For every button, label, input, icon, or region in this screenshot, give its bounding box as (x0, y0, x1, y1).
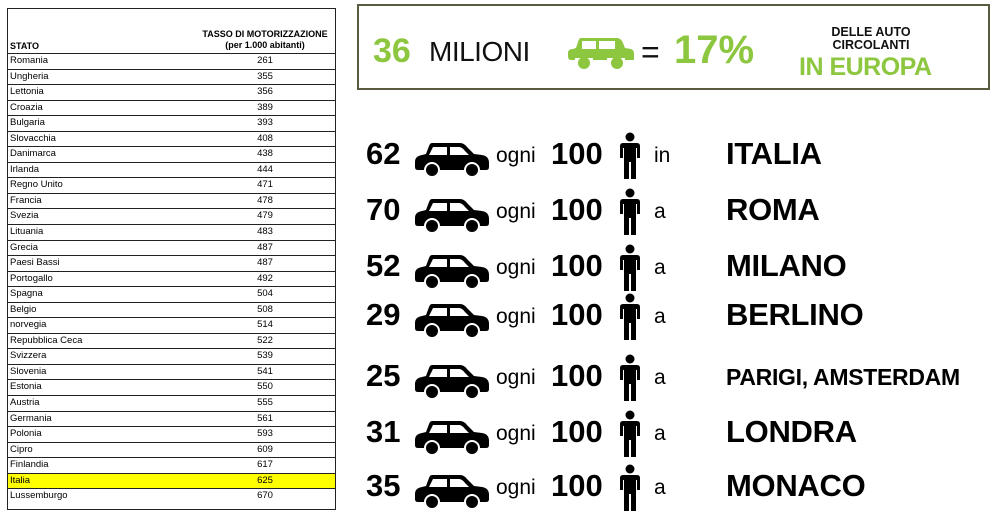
table-row-lussemburgo (8, 489, 335, 505)
cell-rate: 625 (257, 474, 273, 486)
banner-line3: IN EUROPA (799, 53, 932, 81)
cell-state: norvegia (10, 319, 47, 331)
cell-rate: 356 (257, 86, 273, 98)
header-rate (194, 29, 336, 51)
stat-row (366, 464, 986, 510)
people-count: 100 (551, 468, 603, 503)
place-name: BERLINO (726, 297, 864, 332)
cell-state: Lettonia (10, 86, 44, 98)
cell-state: Danimarca (10, 148, 56, 160)
people-count: 100 (551, 248, 603, 283)
cell-state: Slovacchia (10, 132, 56, 144)
table-row-repubblica-ceca (8, 334, 335, 350)
cell-rate: 561 (257, 412, 273, 424)
cell-rate: 492 (257, 272, 273, 284)
cell-rate: 541 (257, 365, 273, 377)
car-icon (414, 301, 490, 344)
banner-line1: DELLE AUTO (831, 25, 911, 39)
table-row-lituania (8, 225, 335, 241)
stat-row (366, 354, 986, 400)
place-name: PARIGI, AMSTERDAM (726, 364, 960, 390)
person-icon (619, 244, 641, 297)
car-count: 70 (366, 192, 401, 227)
car-count: 62 (366, 136, 401, 171)
cell-state: Svizzera (10, 350, 47, 362)
cell-state: Bulgaria (10, 117, 45, 129)
preposition: a (654, 366, 666, 389)
cell-state: Ungheria (10, 70, 49, 82)
cell-state: Repubblica Ceca (10, 334, 83, 346)
car-icon (414, 140, 490, 183)
table-body (8, 54, 335, 505)
table-row-romania (8, 54, 335, 70)
cell-state: Lituania (10, 226, 44, 238)
cell-state: Slovenia (10, 365, 47, 377)
cell-rate: 438 (257, 148, 273, 160)
europe-banner (357, 4, 990, 90)
table-row-norvegia (8, 318, 335, 334)
ogni-label: ogni (496, 476, 536, 499)
cell-rate: 504 (257, 288, 273, 300)
preposition: a (654, 476, 666, 499)
stat-row (366, 410, 986, 456)
person-icon (619, 354, 641, 407)
cell-state: Cipro (10, 443, 33, 455)
stat-row (366, 244, 986, 290)
cell-state: Romania (10, 55, 49, 66)
table-row-bulgaria (8, 116, 335, 132)
place-name: ROMA (726, 192, 820, 227)
people-count: 100 (551, 358, 603, 393)
cell-rate: 444 (257, 163, 273, 175)
preposition: a (654, 305, 666, 328)
table-row-croazia (8, 101, 335, 117)
cell-state: Irlanda (10, 163, 40, 175)
cell-rate: 487 (257, 257, 273, 269)
person-icon (619, 410, 641, 463)
person-icon (619, 464, 641, 517)
header-rate-line1: TASSO DI MOTORIZZAZIONE (202, 29, 328, 39)
place-name: MONACO (726, 468, 866, 503)
cell-rate: 261 (257, 55, 273, 66)
car-count: 29 (366, 297, 401, 332)
table-row-ungheria (8, 70, 335, 86)
people-count: 100 (551, 192, 603, 227)
place-name: LONDRA (726, 414, 857, 449)
cell-state: Austria (10, 397, 40, 409)
ogni-label: ogni (496, 305, 536, 328)
table-row-irlanda (8, 163, 335, 179)
car-icon (414, 418, 490, 461)
car-icon (414, 472, 490, 515)
table-row-belgio (8, 303, 335, 319)
car-count: 52 (366, 248, 401, 283)
cell-rate: 550 (257, 381, 273, 393)
table-row-germania (8, 412, 335, 428)
cell-state: Croazia (10, 101, 43, 113)
table-row-slovacchia (8, 132, 335, 148)
place-name: ITALIA (726, 136, 822, 171)
car-icon (567, 34, 635, 75)
header-rate-line2: (per 1.000 abitanti) (225, 40, 305, 50)
preposition: a (654, 200, 666, 223)
stat-row (366, 132, 986, 178)
people-count: 100 (551, 414, 603, 449)
table-row-austria (8, 396, 335, 412)
table-row-paesi-bassi (8, 256, 335, 272)
ogni-label: ogni (496, 200, 536, 223)
cell-rate: 389 (257, 101, 273, 113)
cell-rate: 539 (257, 350, 273, 362)
car-count: 25 (366, 358, 401, 393)
cell-state: Grecia (10, 241, 38, 253)
table-row-portogallo (8, 272, 335, 288)
cell-state: Paesi Bassi (10, 257, 60, 269)
cell-rate: 487 (257, 241, 273, 253)
ogni-label: ogni (496, 366, 536, 389)
ogni-label: ogni (496, 422, 536, 445)
header-state: STATO (10, 41, 39, 51)
cell-rate: 508 (257, 303, 273, 315)
cell-state: Regno Unito (10, 179, 63, 191)
table-row-regno-unito (8, 178, 335, 194)
cell-rate: 408 (257, 132, 273, 144)
person-icon (619, 132, 641, 185)
motorization-table (7, 8, 336, 510)
cell-rate: 471 (257, 179, 273, 191)
cell-rate: 355 (257, 70, 273, 82)
cell-rate: 514 (257, 319, 273, 331)
table-row-lettonia (8, 85, 335, 101)
cell-rate: 479 (257, 210, 273, 222)
table-row-svezia (8, 209, 335, 225)
people-count: 100 (551, 136, 603, 171)
cell-state: Italia (10, 474, 31, 486)
cell-state: Belgio (10, 303, 37, 315)
car-icon (414, 252, 490, 295)
table-row-spagna (8, 287, 335, 303)
stat-row (366, 293, 986, 339)
table-row-polonia (8, 427, 335, 443)
table-row-cipro (8, 443, 335, 459)
people-count: 100 (551, 297, 603, 332)
banner-line2: CIRCOLANTI (832, 38, 910, 52)
person-icon (619, 293, 641, 346)
cell-rate: 555 (257, 397, 273, 409)
cell-state: Portogallo (10, 272, 53, 284)
ogni-label: ogni (496, 144, 536, 167)
table-row-danimarca (8, 147, 335, 163)
cell-rate: 478 (257, 194, 273, 206)
car-icon (414, 362, 490, 405)
car-count: 35 (366, 468, 401, 503)
banner-number: 36 (373, 32, 411, 70)
banner-equals: = (641, 34, 660, 70)
stat-row (366, 188, 986, 234)
preposition: in (654, 144, 671, 167)
cell-rate: 522 (257, 334, 273, 346)
place-name: MILANO (726, 248, 847, 283)
cell-state: Germania (10, 412, 52, 424)
car-count: 31 (366, 414, 401, 449)
table-row-svizzera (8, 349, 335, 365)
table-row-francia (8, 194, 335, 210)
cell-rate: 617 (257, 459, 273, 471)
preposition: a (654, 422, 666, 445)
cell-rate: 593 (257, 428, 273, 440)
table-row-italia (8, 474, 335, 490)
table-header (8, 9, 335, 54)
ogni-label: ogni (496, 256, 536, 279)
cell-state: Polonia (10, 428, 42, 440)
cell-rate: 393 (257, 117, 273, 129)
person-icon (619, 188, 641, 241)
car-icon (414, 196, 490, 239)
cell-state: Svezia (10, 210, 39, 222)
table-row-estonia (8, 380, 335, 396)
table-row-slovenia (8, 365, 335, 381)
banner-percent: 17% (674, 28, 755, 72)
banner-caption (821, 26, 921, 52)
table-row-finlandia (8, 458, 335, 474)
cell-state: Francia (10, 194, 42, 206)
cell-state: Spagna (10, 288, 43, 300)
cell-state: Lussemburgo (10, 490, 68, 502)
cell-rate: 483 (257, 226, 273, 238)
cell-rate: 670 (257, 490, 273, 502)
table-row-grecia (8, 241, 335, 257)
cell-state: Estonia (10, 381, 42, 393)
cell-rate: 609 (257, 443, 273, 455)
preposition: a (654, 256, 666, 279)
cell-state: Finlandia (10, 459, 49, 471)
banner-unit: MILIONI (429, 36, 530, 67)
